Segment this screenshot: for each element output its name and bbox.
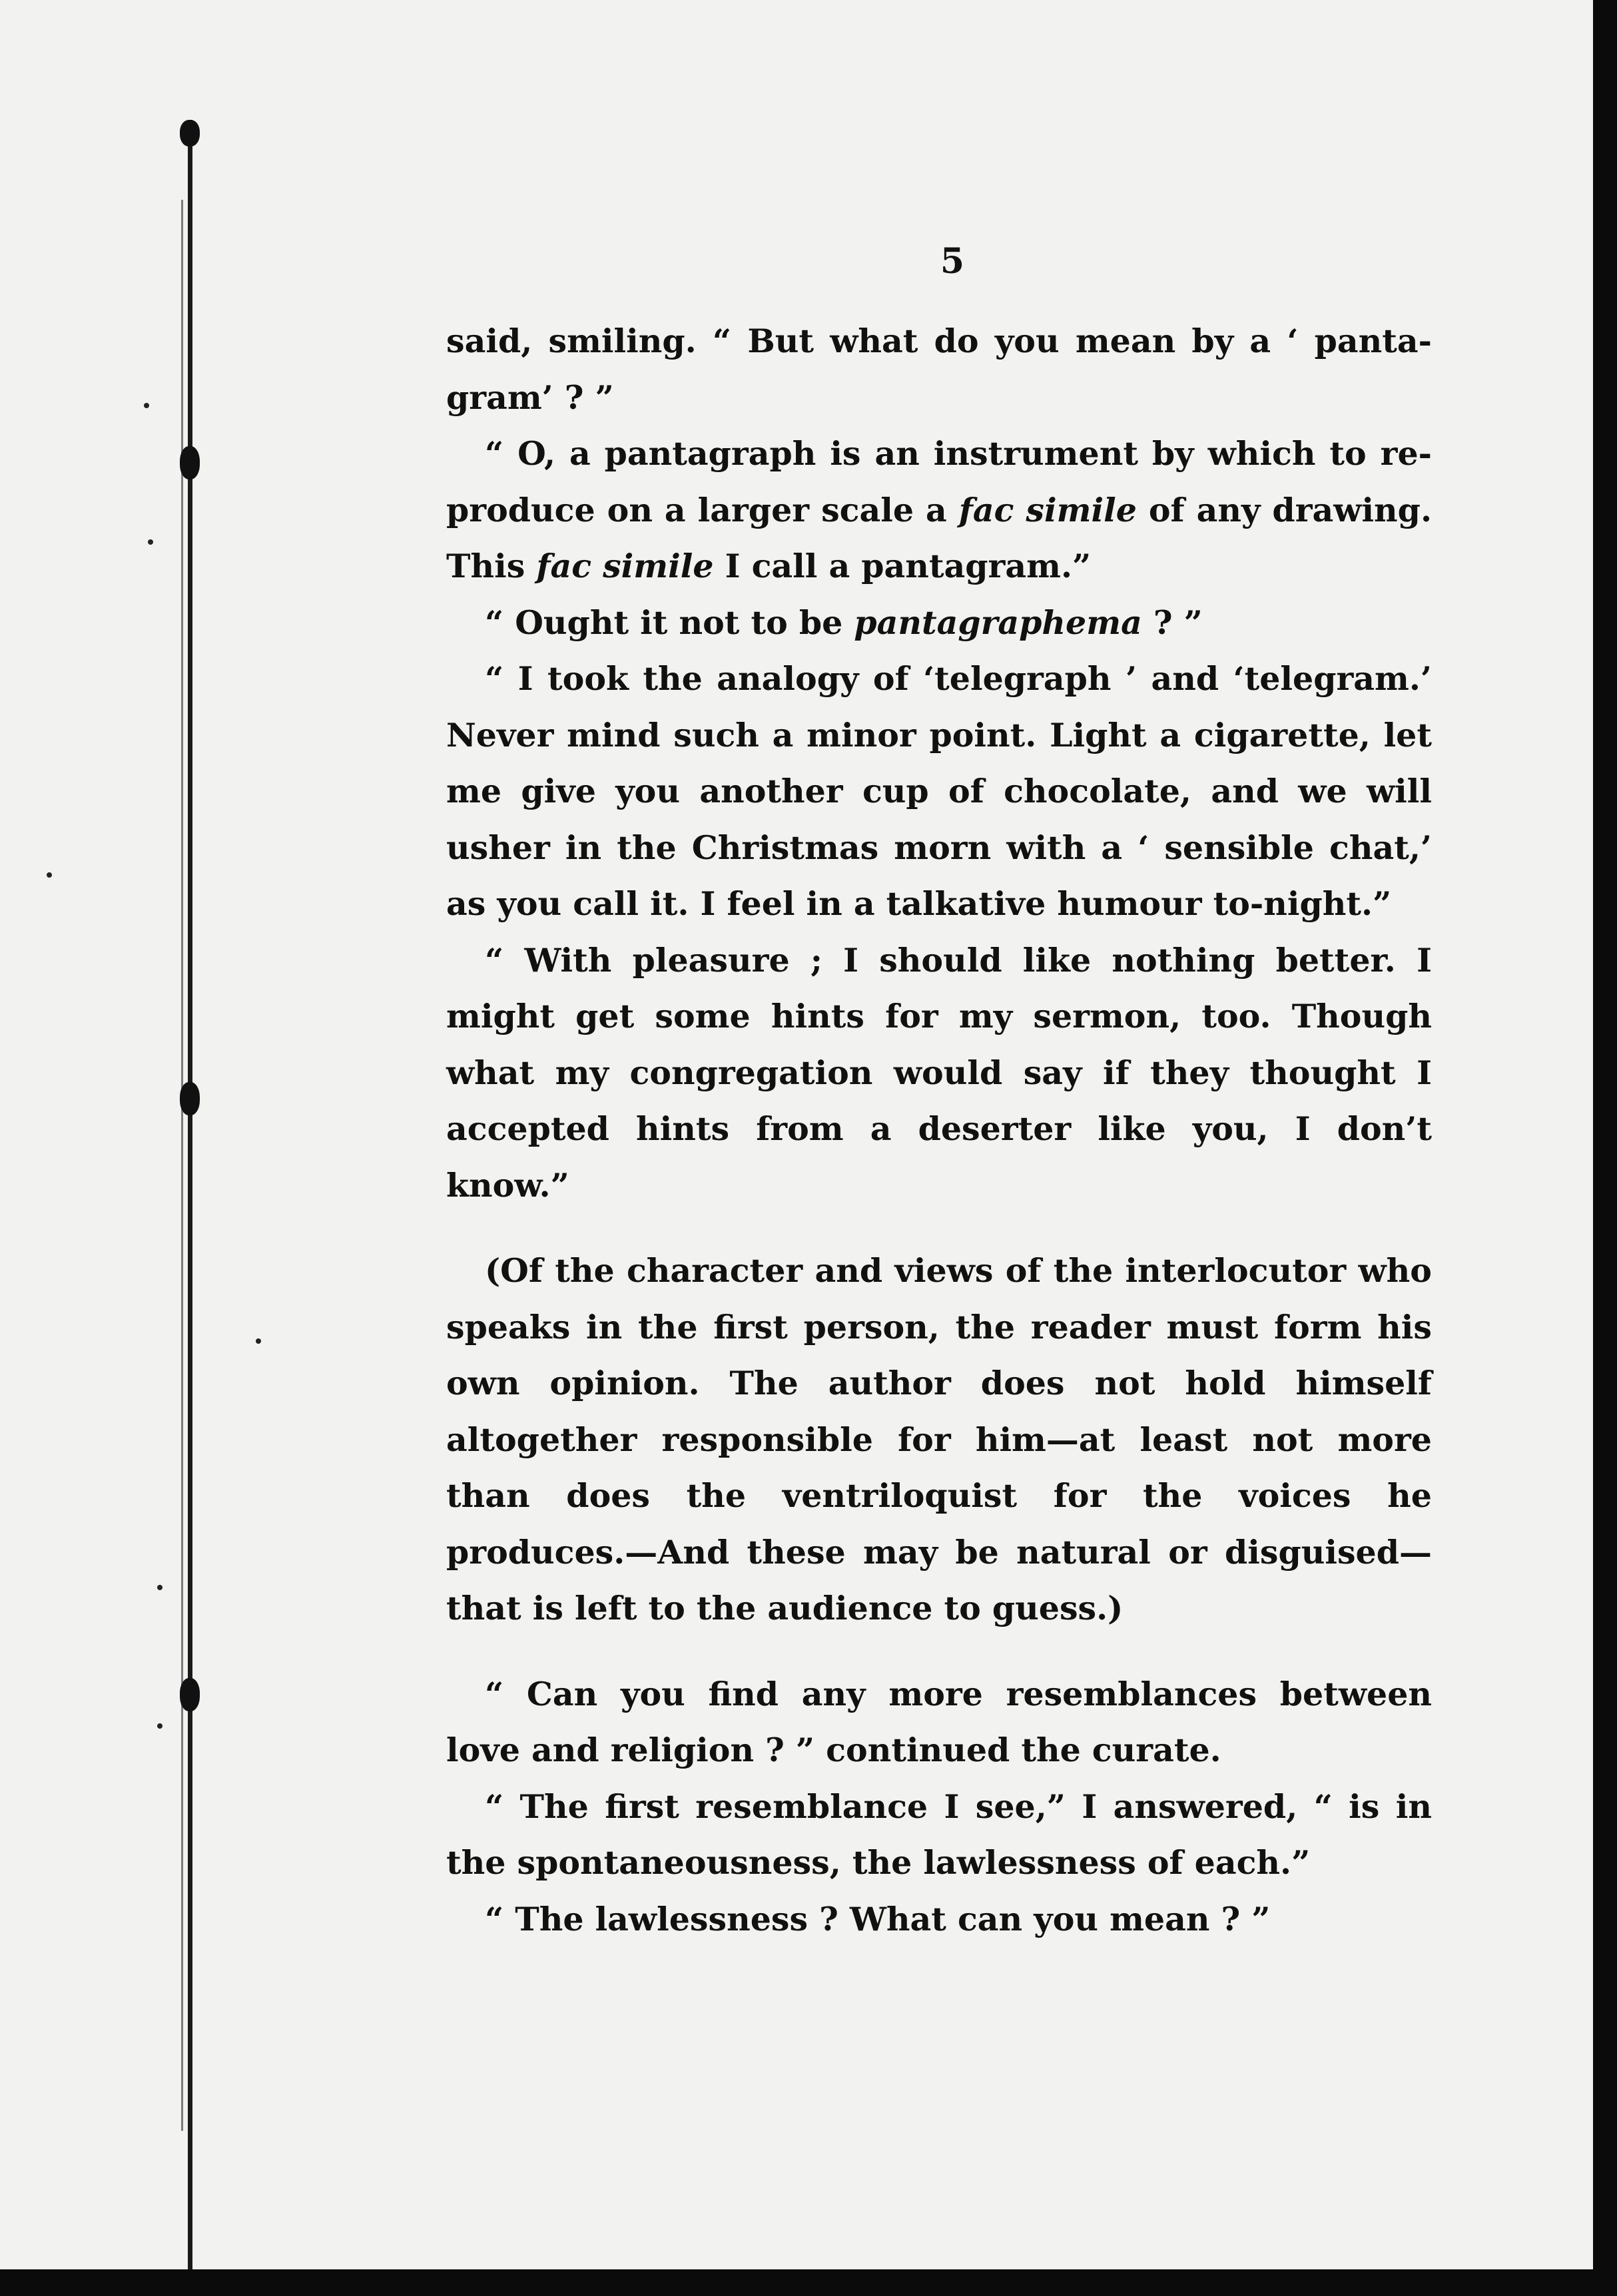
body-text xyxy=(446,313,1432,1947)
page-speck xyxy=(157,1723,162,1729)
page-speck xyxy=(256,1338,261,1344)
page-speck xyxy=(157,1585,162,1590)
paragraph: “ I took the analogy of ‘telegraph ’ and ‘telegram.’ Never mind such a minor point. Light a cigarette, let me give you another cup of chocolate, and we will usher in the Christmas morn with a ‘ sensible chat,’ as you call it. I feel in a talkative humour to-night.” xyxy=(446,659,1432,923)
paragraph: “ Ought it not to be pantagraphema ? ” xyxy=(485,603,1203,642)
scan-border-bottom xyxy=(0,2269,1617,2296)
paragraph: “ With pleasure ; I should like nothing better. I might get some hints for my sermon, too. Though what my congregation would say if they thought I accepted hints from a deserter like you, I don’t know.” xyxy=(446,940,1432,1205)
page-number: 5 xyxy=(940,241,965,282)
page-speck xyxy=(144,403,149,408)
scan-border-right xyxy=(1593,0,1617,2296)
paragraph: said, smiling. “ But what do you mean by a ‘ panta-gram’ ? ” xyxy=(446,322,1432,417)
paragraph: “ The lawlessness ? What can you mean ? ” xyxy=(485,1899,1271,1938)
paragraph: “ O, a pantagraph is an instrument by which to re-produce on a larger scale a fac simile of any drawing. This fac simile I call a pantagram.” xyxy=(446,434,1432,585)
paragraph: “ The first resemblance I see,” I answered, “ is in the spontaneousness, the lawlessness of each.” xyxy=(446,1787,1432,1882)
paragraph: (Of the character and views of the interlocutor who speaks in the first person, the reader must form his own opinion. The author does not hold himself altogether responsible for him—at least not more than does the ventriloquist for the voices he produces.—And these may be natural or disguised—that is left to the audience to guess.) xyxy=(446,1251,1432,1627)
page-speck xyxy=(148,539,153,545)
page-speck xyxy=(47,872,52,878)
binding-string xyxy=(180,120,200,2269)
paragraph: “ Can you find any more resemblances between love and religion ? ” continued the curate. xyxy=(446,1674,1432,1769)
